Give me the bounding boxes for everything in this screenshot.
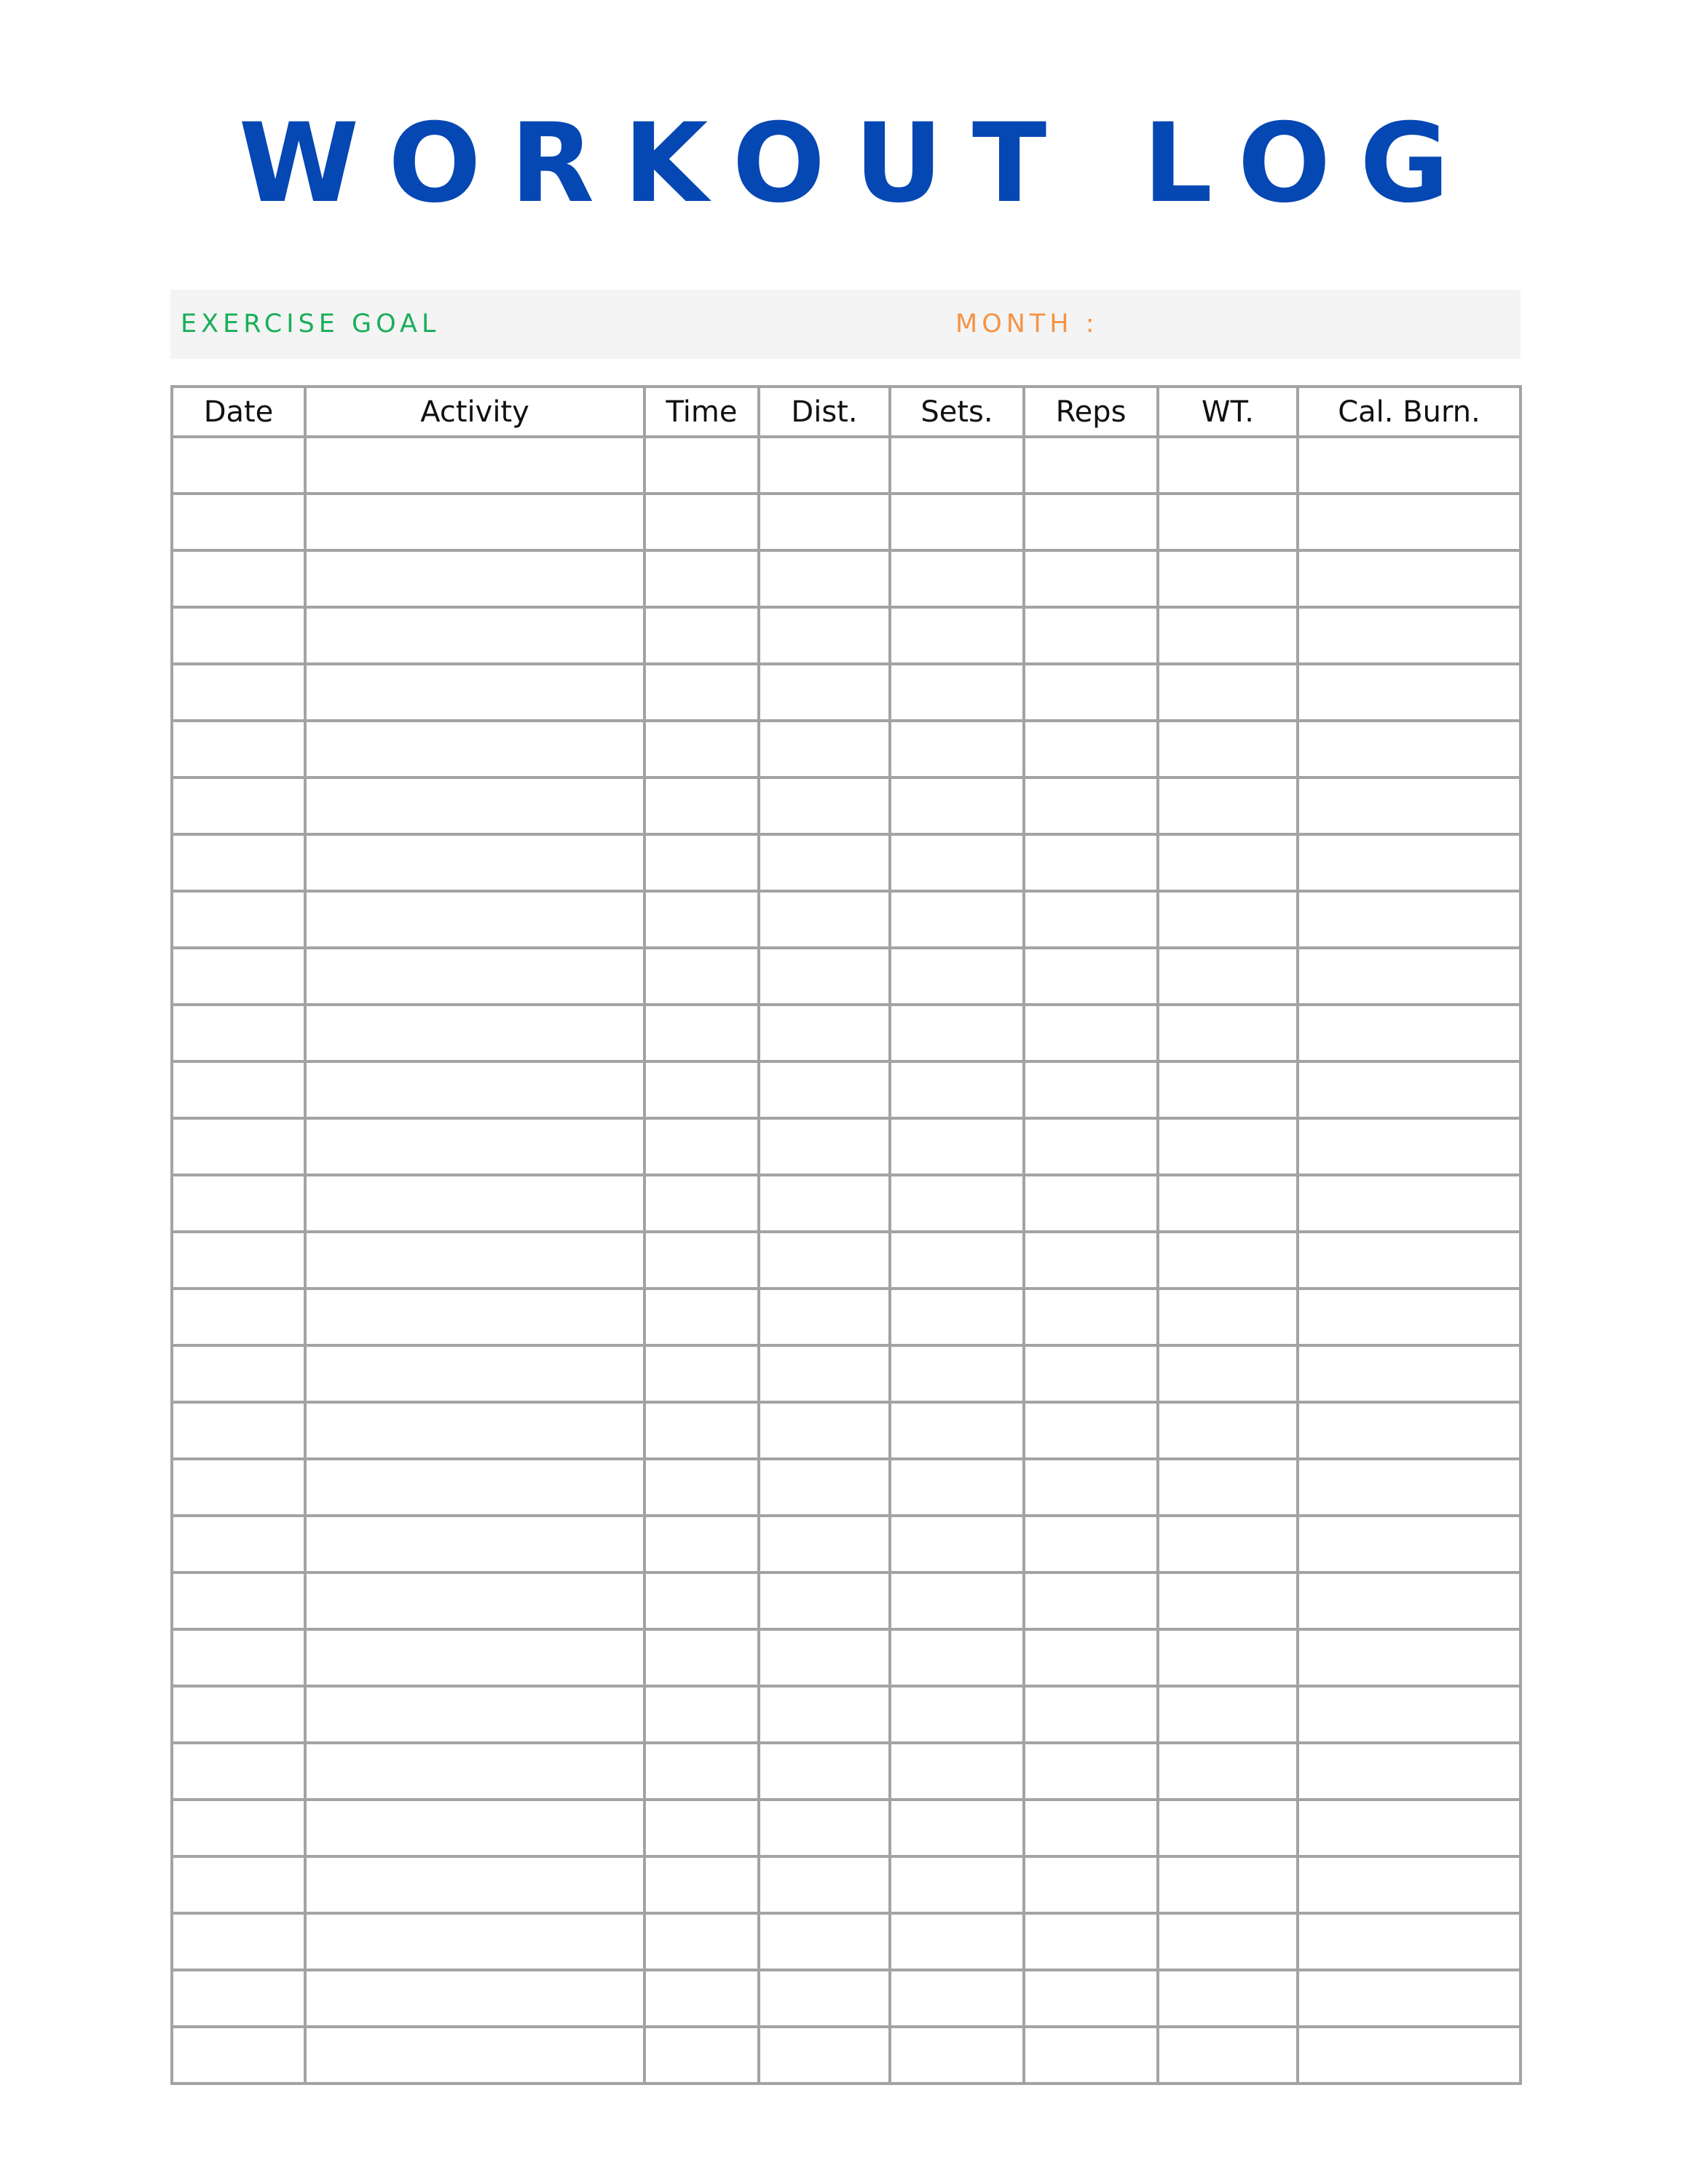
- table-cell[interactable]: [644, 834, 759, 891]
- table-cell[interactable]: [1024, 1118, 1158, 1175]
- table-cell[interactable]: [644, 1402, 759, 1459]
- table-cell[interactable]: [759, 1856, 890, 1913]
- table-cell[interactable]: [759, 1629, 890, 1686]
- table-cell[interactable]: [1024, 721, 1158, 778]
- table-cell[interactable]: [890, 1289, 1024, 1345]
- table-cell[interactable]: [1158, 1175, 1298, 1232]
- table-cell[interactable]: [305, 1232, 644, 1289]
- table-cell[interactable]: [759, 891, 890, 948]
- table-cell[interactable]: [1158, 1061, 1298, 1118]
- table-cell[interactable]: [172, 721, 305, 778]
- table-row: [172, 834, 1521, 891]
- table-cell[interactable]: [890, 1572, 1024, 1629]
- table-cell[interactable]: [1024, 1913, 1158, 1970]
- table-cell[interactable]: [1158, 1459, 1298, 1516]
- table-cell[interactable]: [644, 1232, 759, 1289]
- table-row: [172, 1856, 1521, 1913]
- table-row: [172, 1686, 1521, 1743]
- table-header-row: [172, 387, 1521, 437]
- table-cell[interactable]: [759, 1232, 890, 1289]
- table-cell[interactable]: [1024, 1402, 1158, 1459]
- table-row: [172, 664, 1521, 721]
- table-cell[interactable]: [1298, 1800, 1521, 1856]
- info-bar: [170, 290, 1521, 359]
- table-cell[interactable]: [172, 494, 305, 550]
- table-cell[interactable]: [1024, 1572, 1158, 1629]
- table-cell[interactable]: [1158, 948, 1298, 1005]
- table-cell[interactable]: [759, 1686, 890, 1743]
- table-cell[interactable]: [172, 948, 305, 1005]
- table-cell[interactable]: [890, 1913, 1024, 1970]
- table-cell[interactable]: [305, 1572, 644, 1629]
- table-cell[interactable]: [1158, 607, 1298, 664]
- table-cell[interactable]: [759, 1175, 890, 1232]
- table-cell[interactable]: [890, 1629, 1024, 1686]
- table-row: [172, 2027, 1521, 2084]
- table-cell[interactable]: [644, 494, 759, 550]
- header-reps: Reps: [1024, 387, 1158, 437]
- table-cell[interactable]: [305, 1800, 644, 1856]
- table-cell[interactable]: [1158, 891, 1298, 948]
- table-cell[interactable]: [1158, 1913, 1298, 1970]
- table-cell[interactable]: [1298, 1175, 1521, 1232]
- table-cell[interactable]: [1158, 1516, 1298, 1572]
- table-cell[interactable]: [305, 1345, 644, 1402]
- table-cell[interactable]: [1298, 721, 1521, 778]
- table-cell[interactable]: [1024, 834, 1158, 891]
- table-cell[interactable]: [172, 891, 305, 948]
- table-row: [172, 550, 1521, 607]
- table-cell[interactable]: [644, 1970, 759, 2027]
- table-cell[interactable]: [644, 1516, 759, 1572]
- table-cell[interactable]: [1024, 494, 1158, 550]
- table-cell[interactable]: [1158, 1345, 1298, 1402]
- table-cell[interactable]: [759, 1118, 890, 1175]
- table-cell[interactable]: [1298, 494, 1521, 550]
- table-cell[interactable]: [1024, 1970, 1158, 2027]
- table-cell[interactable]: [759, 1800, 890, 1856]
- table-cell[interactable]: [644, 607, 759, 664]
- table-cell[interactable]: [1024, 1345, 1158, 1402]
- header-time: Time: [644, 387, 759, 437]
- table-row: [172, 1743, 1521, 1800]
- table-cell[interactable]: [1158, 550, 1298, 607]
- table-cell[interactable]: [1158, 1572, 1298, 1629]
- table-cell[interactable]: [1024, 1061, 1158, 1118]
- table-row: [172, 778, 1521, 834]
- table-row: [172, 1970, 1521, 2027]
- table-cell[interactable]: [1298, 1743, 1521, 1800]
- table-cell[interactable]: [1024, 607, 1158, 664]
- table-cell[interactable]: [172, 550, 305, 607]
- table-cell[interactable]: [172, 664, 305, 721]
- table-cell[interactable]: [890, 721, 1024, 778]
- table-cell[interactable]: [172, 1800, 305, 1856]
- table-cell[interactable]: [890, 1005, 1024, 1061]
- table-row: [172, 1913, 1521, 1970]
- table-cell[interactable]: [172, 1572, 305, 1629]
- table-cell[interactable]: [644, 721, 759, 778]
- table-cell[interactable]: [1024, 1686, 1158, 1743]
- table-cell[interactable]: [172, 1516, 305, 1572]
- table-cell[interactable]: [305, 437, 644, 494]
- table-cell[interactable]: [305, 1970, 644, 2027]
- table-cell[interactable]: [172, 1913, 305, 1970]
- table-cell[interactable]: [305, 1402, 644, 1459]
- table-cell[interactable]: [305, 721, 644, 778]
- table-cell[interactable]: [1158, 1629, 1298, 1686]
- table-cell[interactable]: [759, 1572, 890, 1629]
- header-activity: Activity: [305, 387, 644, 437]
- table-row: [172, 1572, 1521, 1629]
- table-cell[interactable]: [890, 550, 1024, 607]
- table-row: [172, 1005, 1521, 1061]
- table-cell[interactable]: [890, 1743, 1024, 1800]
- table-cell[interactable]: [172, 1175, 305, 1232]
- table-cell[interactable]: [172, 1118, 305, 1175]
- table-cell[interactable]: [1024, 778, 1158, 834]
- table-cell[interactable]: [890, 1402, 1024, 1459]
- table-row: [172, 1232, 1521, 1289]
- table-cell[interactable]: [644, 891, 759, 948]
- table-cell[interactable]: [759, 1402, 890, 1459]
- table-cell[interactable]: [759, 1289, 890, 1345]
- table-cell[interactable]: [172, 437, 305, 494]
- table-cell[interactable]: [1298, 778, 1521, 834]
- table-cell[interactable]: [644, 1572, 759, 1629]
- table-cell[interactable]: [305, 1459, 644, 1516]
- header-dist: Dist.: [759, 387, 890, 437]
- table-cell[interactable]: [644, 1345, 759, 1402]
- table-cell[interactable]: [759, 1345, 890, 1402]
- table-row: [172, 1516, 1521, 1572]
- table-row: [172, 721, 1521, 778]
- table-cell[interactable]: [1158, 1289, 1298, 1345]
- table-cell[interactable]: [172, 778, 305, 834]
- table-cell[interactable]: [1024, 1800, 1158, 1856]
- table-cell[interactable]: [890, 1175, 1024, 1232]
- table-cell[interactable]: [305, 1516, 644, 1572]
- table-cell[interactable]: [1298, 1005, 1521, 1061]
- table-cell[interactable]: [1024, 1005, 1158, 1061]
- table-cell[interactable]: [1298, 1459, 1521, 1516]
- table-cell[interactable]: [1024, 1629, 1158, 1686]
- table-cell[interactable]: [890, 607, 1024, 664]
- table-cell[interactable]: [172, 1629, 305, 1686]
- table-cell[interactable]: [1158, 778, 1298, 834]
- table-cell[interactable]: [1158, 494, 1298, 550]
- table-cell[interactable]: [759, 607, 890, 664]
- table-cell[interactable]: [1158, 1686, 1298, 1743]
- table-cell[interactable]: [759, 550, 890, 607]
- table-cell[interactable]: [1298, 1970, 1521, 2027]
- table-cell[interactable]: [890, 891, 1024, 948]
- table-cell[interactable]: [1024, 891, 1158, 948]
- table-cell[interactable]: [1158, 1743, 1298, 1800]
- table-cell[interactable]: [890, 1856, 1024, 1913]
- table-cell[interactable]: [890, 1345, 1024, 1402]
- table-row: [172, 494, 1521, 550]
- table-cell[interactable]: [759, 1516, 890, 1572]
- table-cell[interactable]: [305, 550, 644, 607]
- table-cell[interactable]: [644, 1686, 759, 1743]
- table-cell[interactable]: [1158, 1005, 1298, 1061]
- table-body: [172, 437, 1521, 2084]
- table-cell[interactable]: [1158, 834, 1298, 891]
- table-cell[interactable]: [172, 2027, 305, 2084]
- table-cell[interactable]: [1024, 1232, 1158, 1289]
- table-row: [172, 891, 1521, 948]
- table-cell[interactable]: [644, 1061, 759, 1118]
- table-cell[interactable]: [305, 834, 644, 891]
- table-row: [172, 1345, 1521, 1402]
- table-cell[interactable]: [890, 1232, 1024, 1289]
- table-cell[interactable]: [644, 437, 759, 494]
- table-cell[interactable]: [1158, 664, 1298, 721]
- table-cell[interactable]: [644, 778, 759, 834]
- table-cell[interactable]: [1298, 1232, 1521, 1289]
- table-cell[interactable]: [305, 1913, 644, 1970]
- table-row: [172, 437, 1521, 494]
- table-cell[interactable]: [890, 1516, 1024, 1572]
- table-cell[interactable]: [890, 1459, 1024, 1516]
- table-cell[interactable]: [305, 494, 644, 550]
- table-cell[interactable]: [172, 1686, 305, 1743]
- table-cell[interactable]: [172, 1402, 305, 1459]
- table-cell[interactable]: [759, 778, 890, 834]
- header-cal-burn: Cal. Burn.: [1298, 387, 1521, 437]
- table-cell[interactable]: [644, 1459, 759, 1516]
- table-cell[interactable]: [890, 778, 1024, 834]
- table-row: [172, 948, 1521, 1005]
- table-cell[interactable]: [1298, 437, 1521, 494]
- table-cell[interactable]: [305, 607, 644, 664]
- table-cell[interactable]: [305, 1629, 644, 1686]
- table-row: [172, 1118, 1521, 1175]
- table-cell[interactable]: [172, 1289, 305, 1345]
- table-cell[interactable]: [1158, 437, 1298, 494]
- table-cell[interactable]: [305, 948, 644, 1005]
- table-cell[interactable]: [1298, 1913, 1521, 1970]
- table-cell[interactable]: [1298, 1289, 1521, 1345]
- table-cell[interactable]: [759, 1913, 890, 1970]
- table-cell[interactable]: [644, 664, 759, 721]
- table-cell[interactable]: [890, 948, 1024, 1005]
- table-cell[interactable]: [890, 494, 1024, 550]
- table-cell[interactable]: [644, 1175, 759, 1232]
- table-cell[interactable]: [1298, 1402, 1521, 1459]
- table-cell[interactable]: [172, 1232, 305, 1289]
- table-cell[interactable]: [644, 1118, 759, 1175]
- table-cell[interactable]: [1298, 1061, 1521, 1118]
- table-row: [172, 1629, 1521, 1686]
- header-date: Date: [172, 387, 305, 437]
- table-cell[interactable]: [759, 494, 890, 550]
- table-cell[interactable]: [1298, 1686, 1521, 1743]
- table-cell[interactable]: [1158, 1800, 1298, 1856]
- table-cell[interactable]: [1024, 1289, 1158, 1345]
- table-cell[interactable]: [644, 1005, 759, 1061]
- table-cell[interactable]: [1024, 2027, 1158, 2084]
- table-cell[interactable]: [172, 1459, 305, 1516]
- table-cell[interactable]: [759, 834, 890, 891]
- table-cell[interactable]: [759, 1459, 890, 1516]
- table-cell[interactable]: [644, 1856, 759, 1913]
- table-cell[interactable]: [1298, 550, 1521, 607]
- table-cell[interactable]: [1158, 2027, 1298, 2084]
- table-cell[interactable]: [305, 1175, 644, 1232]
- table-cell[interactable]: [1024, 1856, 1158, 1913]
- table-cell[interactable]: [172, 1970, 305, 2027]
- table-cell[interactable]: [305, 1061, 644, 1118]
- table-cell[interactable]: [172, 1743, 305, 1800]
- table-cell[interactable]: [172, 834, 305, 891]
- table-cell[interactable]: [759, 664, 890, 721]
- table-cell[interactable]: [1158, 1970, 1298, 2027]
- table-cell[interactable]: [759, 1005, 890, 1061]
- table-cell[interactable]: [1298, 1118, 1521, 1175]
- table-cell[interactable]: [1298, 607, 1521, 664]
- table-cell[interactable]: [890, 437, 1024, 494]
- table-cell[interactable]: [644, 1913, 759, 1970]
- table-cell[interactable]: [759, 948, 890, 1005]
- table-row: [172, 607, 1521, 664]
- table-cell[interactable]: [305, 891, 644, 948]
- table-cell[interactable]: [1024, 1516, 1158, 1572]
- table-row: [172, 1175, 1521, 1232]
- table-cell[interactable]: [644, 1289, 759, 1345]
- table-cell[interactable]: [1298, 1345, 1521, 1402]
- table-cell[interactable]: [759, 1061, 890, 1118]
- table-cell[interactable]: [890, 1061, 1024, 1118]
- table-cell[interactable]: [1158, 1856, 1298, 1913]
- table-cell[interactable]: [1298, 834, 1521, 891]
- table-cell[interactable]: [1298, 1629, 1521, 1686]
- table-cell[interactable]: [1158, 1118, 1298, 1175]
- table-cell[interactable]: [644, 550, 759, 607]
- table-cell[interactable]: [172, 607, 305, 664]
- table-row: [172, 1289, 1521, 1345]
- table-cell[interactable]: [759, 721, 890, 778]
- table-cell[interactable]: [759, 2027, 890, 2084]
- table-cell[interactable]: [1158, 1232, 1298, 1289]
- table-cell[interactable]: [172, 1345, 305, 1402]
- table-cell[interactable]: [1298, 1572, 1521, 1629]
- table-cell[interactable]: [172, 1856, 305, 1913]
- table-cell[interactable]: [890, 1118, 1024, 1175]
- table-cell[interactable]: [305, 2027, 644, 2084]
- table-row: [172, 1800, 1521, 1856]
- table-cell[interactable]: [1298, 1856, 1521, 1913]
- table-cell[interactable]: [759, 437, 890, 494]
- table-cell[interactable]: [644, 1743, 759, 1800]
- workout-log-table: [170, 385, 1522, 2085]
- table-cell[interactable]: [305, 1686, 644, 1743]
- header-sets: Sets.: [890, 387, 1024, 437]
- table-cell[interactable]: [305, 778, 644, 834]
- table-cell[interactable]: [1024, 1175, 1158, 1232]
- table-cell[interactable]: [759, 1970, 890, 2027]
- table-cell[interactable]: [1024, 948, 1158, 1005]
- table-row: [172, 1459, 1521, 1516]
- table-cell[interactable]: [305, 664, 644, 721]
- table-cell[interactable]: [1298, 664, 1521, 721]
- table-cell[interactable]: [1158, 721, 1298, 778]
- table-cell[interactable]: [644, 1800, 759, 1856]
- exercise-goal-label: EXERCISE GOAL: [181, 309, 441, 339]
- table-cell[interactable]: [1024, 1743, 1158, 1800]
- table-cell[interactable]: [1024, 437, 1158, 494]
- table-row: [172, 1061, 1521, 1118]
- table-cell[interactable]: [644, 948, 759, 1005]
- table-cell[interactable]: [890, 1800, 1024, 1856]
- table-cell[interactable]: [305, 1856, 644, 1913]
- table-cell[interactable]: [305, 1005, 644, 1061]
- table-cell[interactable]: [644, 2027, 759, 2084]
- table-cell[interactable]: [305, 1118, 644, 1175]
- table-cell[interactable]: [1158, 1402, 1298, 1459]
- month-label: MONTH :: [955, 309, 1099, 339]
- table-cell[interactable]: [1298, 948, 1521, 1005]
- table-cell[interactable]: [1024, 1459, 1158, 1516]
- table-cell[interactable]: [1298, 891, 1521, 948]
- table-cell[interactable]: [890, 664, 1024, 721]
- table-cell[interactable]: [305, 1743, 644, 1800]
- header-wt: WT.: [1158, 387, 1298, 437]
- table-cell[interactable]: [890, 1970, 1024, 2027]
- table-cell[interactable]: [1298, 1516, 1521, 1572]
- table-cell[interactable]: [890, 2027, 1024, 2084]
- table-cell[interactable]: [172, 1005, 305, 1061]
- table-cell[interactable]: [644, 1629, 759, 1686]
- table-cell[interactable]: [759, 1743, 890, 1800]
- table-cell[interactable]: [890, 834, 1024, 891]
- page-title: WORKOUT LOG: [238, 100, 1479, 227]
- table-cell[interactable]: [305, 1289, 644, 1345]
- table-cell[interactable]: [890, 1686, 1024, 1743]
- table-cell[interactable]: [1298, 2027, 1521, 2084]
- table-cell[interactable]: [172, 1061, 305, 1118]
- table-cell[interactable]: [1024, 550, 1158, 607]
- table-cell[interactable]: [1024, 664, 1158, 721]
- table-row: [172, 1402, 1521, 1459]
